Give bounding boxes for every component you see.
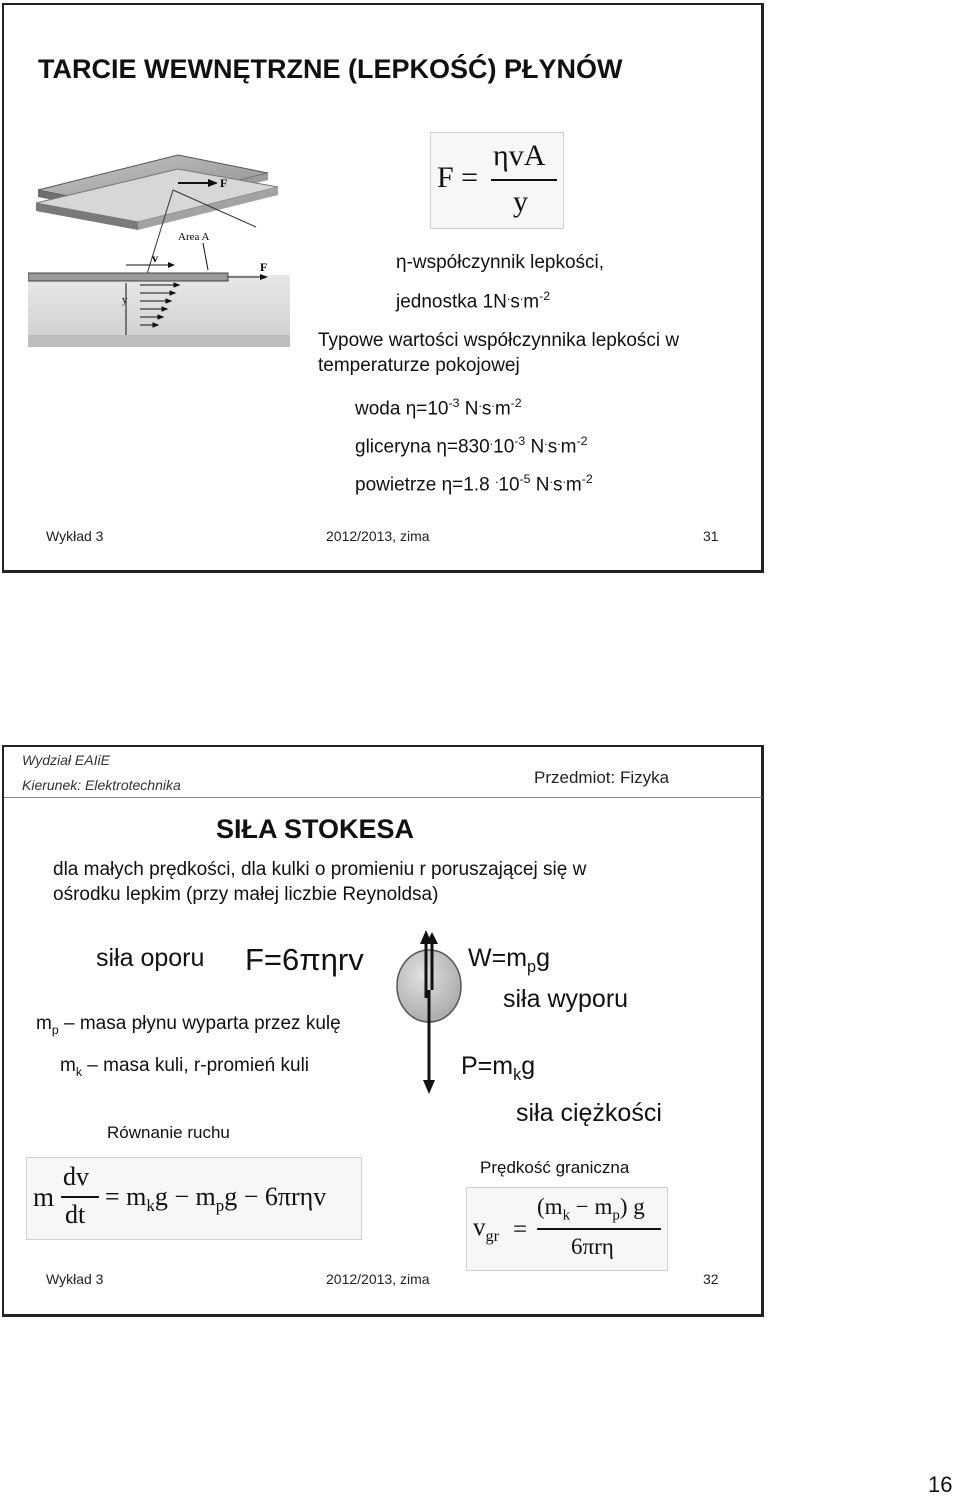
eom-right-side: = $m_kg - m_pg - 6\pi r\eta v$ <box>105 1182 327 1216</box>
slide1-footer-page: 31 <box>703 528 719 544</box>
gravity-label: siła ciężkości <box>516 1099 662 1127</box>
document-page-number: 16 <box>928 1472 953 1497</box>
slide2-footer-center: 2012/2013, zima <box>326 1271 430 1287</box>
viscosity-formula <box>430 132 564 229</box>
vgr-denominator: 6πrη <box>571 1234 614 1259</box>
air-viscosity: powietrze η=1.8 $^.10^{-5}$ $N^.s^.m^{-2}$ <box>355 472 593 496</box>
terminal-velocity-label: Prędkość graniczna <box>480 1158 630 1177</box>
figure-velocity-label: v <box>152 251 158 265</box>
buoyancy-formula: $W=m_pg$ <box>468 944 550 976</box>
formula-fraction-bar <box>491 179 557 181</box>
eom-fraction-bar <box>61 1196 99 1198</box>
equation-of-motion-label: Równanie ruchu <box>107 1123 230 1142</box>
slide2-footer-page: 32 <box>703 1271 719 1287</box>
slide2-footer-left: Wykład 3 <box>46 1271 104 1287</box>
slide1-title: TARCIE WEWNĘTRZNE (LEPKOŚĆ) PŁYNÓW <box>38 54 623 84</box>
eta-unit: jednostka $1N^.s^.m^{-2}$ <box>396 289 551 313</box>
viscosity-plates-figure <box>28 135 290 360</box>
figure-y-label: y <box>122 294 128 306</box>
header-divider <box>4 797 762 798</box>
ball-forces-diagram <box>395 928 465 1098</box>
glycerin-viscosity: gliceryna $\eta=830^.10^{-3}$ $N^.s^.m^{-2}$ <box>355 434 588 458</box>
typical-values-line1: Typowe wartości współczynnika lepkości w <box>318 330 680 351</box>
formula-numerator: ηvA <box>493 139 546 172</box>
slide1-footer-left: Wykład 3 <box>46 528 104 544</box>
fluid-mass-definition: $m_p$ – masa płynu wyparta przez kulę <box>36 1013 341 1037</box>
eta-definition: η-współczynnik lepkości, <box>396 252 605 273</box>
eom-denominator: dt <box>65 1200 86 1229</box>
figure-area-label: Area A <box>178 231 210 243</box>
header-subject: Przedmiot: Fizyka <box>534 768 670 787</box>
buoyancy-label: siła wyporu <box>503 985 629 1013</box>
vgr-fraction-bar <box>537 1228 661 1230</box>
typical-values-line2: temperaturze pokojowej <box>318 355 520 376</box>
terminal-velocity-formula <box>466 1187 668 1271</box>
vgr-numerator: $(m_k - m_p)$ g <box>537 1194 645 1224</box>
gravity-formula: $P=m_kg$ <box>461 1052 536 1084</box>
ball-mass-definition: $m_k$ – masa kuli, r-promień kuli <box>60 1055 310 1079</box>
figure-force-label-bottom: F <box>260 260 268 274</box>
vgr-symbol: $v_{gr}$ <box>473 1214 500 1245</box>
equation-of-motion <box>26 1157 362 1240</box>
drag-force-formula: F=6πηrv <box>245 942 364 977</box>
figure-force-label-top: F <box>220 176 228 190</box>
eom-m: m <box>33 1182 55 1212</box>
formula-lhs: F = <box>437 161 479 194</box>
water-viscosity: woda $\eta=10^{-3}$ $N^.s^.m^{-2}$ <box>355 396 522 420</box>
slide1-footer-center: 2012/2013, zima <box>326 528 430 544</box>
formula-denominator: y <box>513 185 528 218</box>
eom-numerator: dv <box>63 1162 89 1191</box>
slide2-title: SIŁA STOKESA <box>216 814 415 844</box>
header-field: Kierunek: Elektrotechnika <box>22 777 181 793</box>
description-line1: dla małych prędkości, dla kulki o promieniu r poruszającej się w <box>53 859 587 880</box>
drag-force-label: siła oporu <box>96 944 205 972</box>
vgr-equals: = <box>513 1216 528 1243</box>
description-line2: ośrodku lepkim (przy małej liczbie Reynoldsa) <box>53 884 439 905</box>
header-department: Wydział EAIiE <box>22 752 110 768</box>
